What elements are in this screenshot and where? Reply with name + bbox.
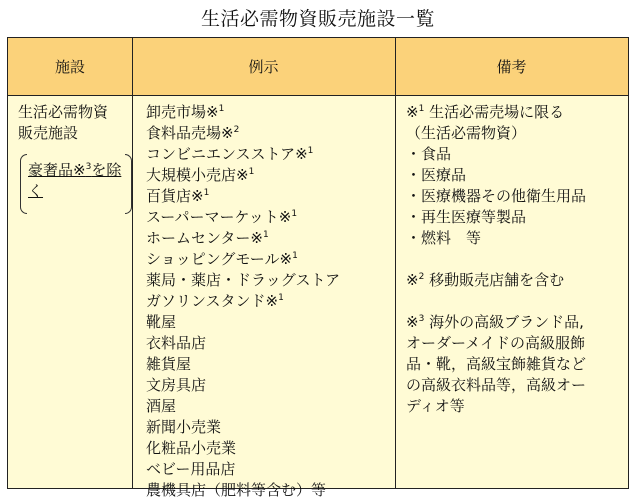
example-item: 化粧品小売業	[146, 439, 237, 457]
example-item: 大規模小売店※$^1$	[146, 166, 255, 184]
page-title: 生活必需物資販売施設一覧	[200, 8, 435, 30]
example-item: 文房具店	[146, 376, 207, 394]
note-2: ※$^2$ 移動販売店舗を含む	[406, 271, 565, 289]
note-3-line: ディオ等	[406, 397, 465, 415]
notes-cell	[406, 102, 626, 417]
example-item: ガソリンスタンド※$^1$	[146, 292, 284, 310]
example-item: ベビー用品店	[146, 460, 236, 478]
facility-name-line: 販売施設	[18, 124, 79, 142]
facility-table	[7, 37, 629, 499]
exclusion-prefix: 豪奢品※	[28, 161, 86, 179]
example-item: コンビニエンスストア※$^1$	[146, 145, 314, 163]
example-item: 靴屋	[146, 313, 177, 331]
exclusion-note	[28, 160, 128, 202]
bracket-left	[20, 154, 27, 214]
note-3-line: の高級衣料品等，高級オー	[406, 376, 587, 394]
note-3-line: オーダーメイドの高級服飾	[406, 334, 585, 352]
header-facility: 施設	[54, 58, 85, 76]
example-item: 衣料品店	[146, 334, 207, 352]
example-item: 雑貨屋	[146, 355, 192, 373]
note-1-item: ・食品	[406, 145, 452, 163]
example-item: ショッピングモール※$^1$	[146, 250, 298, 268]
note-3-line: 品・靴，高級宝飾雑貨など	[406, 355, 587, 373]
example-item: 食料品売場※$^2$	[146, 124, 240, 142]
facility-name-line: 生活必需物資	[18, 103, 109, 121]
exclusion-suffix: を除く	[28, 161, 122, 200]
example-item: 新聞小売業	[146, 418, 222, 436]
note-1-item: ・医療機器その他衛生用品	[406, 187, 587, 205]
note-1-item: ・医療品	[406, 166, 467, 184]
exclusion-sup: 3	[85, 162, 92, 172]
example-item: 農機具店（肥料等含む）等	[146, 481, 327, 499]
header-notes: 備考	[496, 58, 527, 76]
example-item: 卸売市場※$^1$	[146, 103, 225, 121]
example-item: スーパーマーケット※$^1$	[146, 208, 298, 226]
facility-cell	[18, 102, 128, 200]
note-1-subheading: （生活必需物資）	[406, 124, 527, 142]
example-item: 薬局・薬店・ドラッグストア	[146, 271, 341, 289]
example-item: ホームセンター※$^1$	[146, 229, 269, 247]
example-item: 百貨店※$^1$	[146, 187, 210, 205]
note-1-item: ・燃料 等	[406, 229, 482, 247]
note-3-line: ※$^3$ 海外の高級ブランド品,	[406, 313, 584, 331]
example-item: 酒屋	[146, 397, 177, 415]
note-1-heading: ※$^1$ 生活必需売場に限る	[406, 103, 565, 121]
column-divider	[395, 38, 396, 488]
header-examples: 例示	[248, 58, 279, 76]
examples-cell	[146, 102, 391, 501]
note-1-item: ・再生医療等製品	[406, 208, 527, 226]
column-divider	[132, 38, 133, 488]
